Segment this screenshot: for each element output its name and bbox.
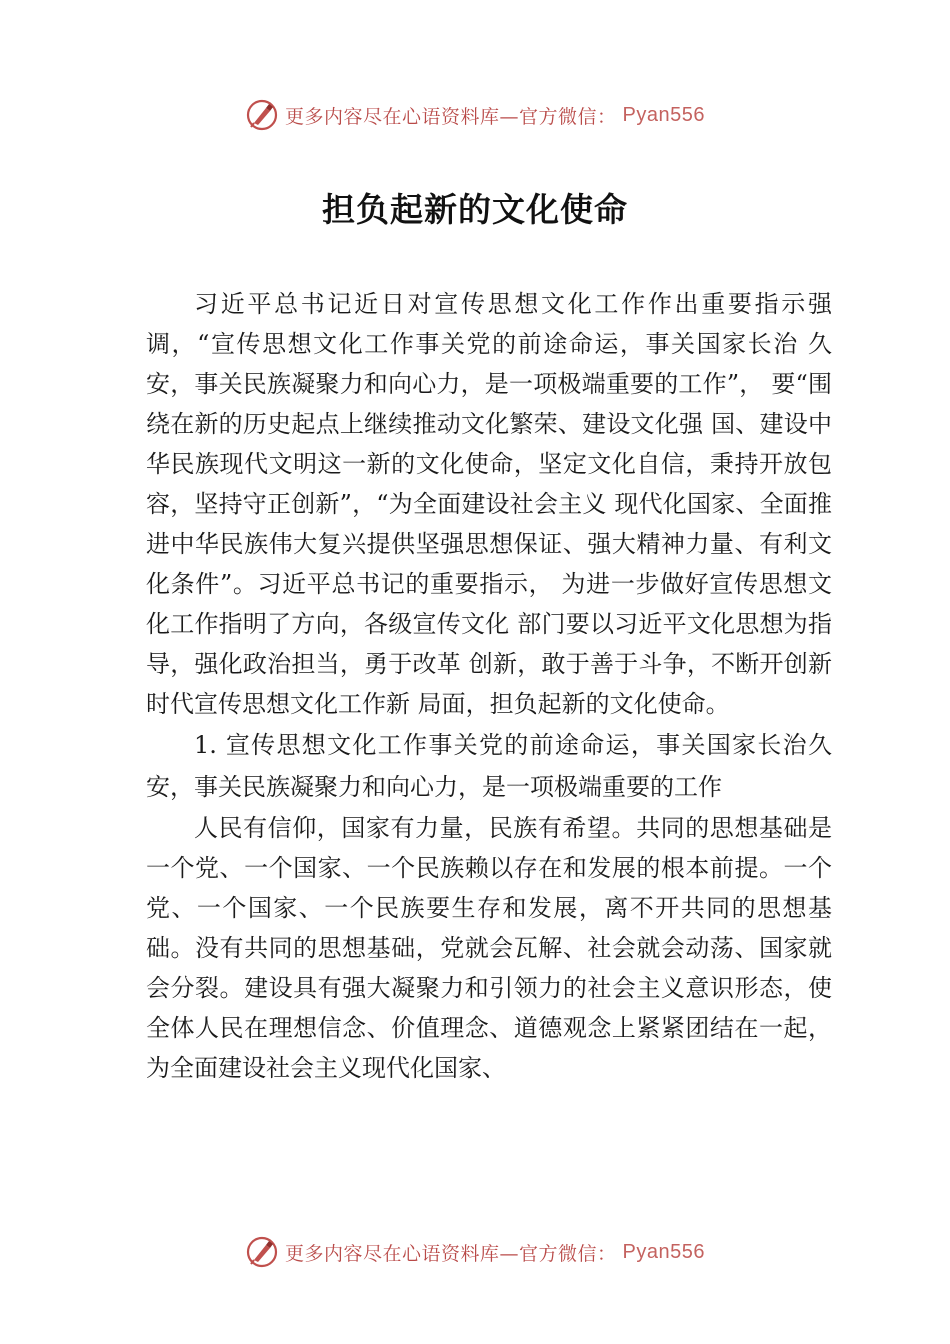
watermark-wechat-id: Pyan556 [622, 103, 705, 126]
watermark-text: 更多内容尽在心语资料库—官方微信： [285, 1242, 617, 1265]
pen-nib-logo-icon [245, 1235, 279, 1269]
footer-watermark [0, 1230, 950, 1274]
watermark-text: 更多内容尽在心语资料库—官方微信： [285, 105, 617, 128]
section-heading-1: 1. 宣传思想文化工作事关党的前途命运，事关国家长治久安，事关民族凝聚力和向心力，是一项极端重要的工作 [146, 731, 832, 801]
watermark-wechat-id: Pyan556 [622, 1240, 705, 1263]
document-title: 担负起新的文化使命 [322, 190, 628, 229]
paragraph-section-1: 人民有信仰，国家有力量，民族有希望。共同的思想基础是一个党、一个国家、一个民族赖以存在和发展的根本前提。一个党、一个国家、一个民族要生存和发展，离不开共同的思想基础。没有共同的思想基础，党就会瓦解、社会就会动荡、国家就会分裂。建设具有强大凝聚力和引领力的社会主义意识形态，使全体人民在理想信念、价值理念、道德观念上紧紧团结在一起，为全面建设社会主义现代化国家、 [146, 814, 832, 1082]
pen-nib-logo-icon [245, 98, 279, 132]
paragraph-intro: 习近平总书记近日对宣传思想文化工作作出重要指示强调，“宣传思想文化工作事关党的前途命运，事关国家长治 久安，事关民族凝聚力和向心力，是一项极端重要的工作”， 要“围绕在新的历史起点上继续推动文化繁荣、建设文化强 国、建设中华民族现代文明这一新的文化使命，坚定文化自信，秉持开放包容，坚持守正创新”，“为全面建设社会主义 现代化国家、全面推进中华民族伟大复兴提供坚强思想保证、强大精神力量、有利文化条件”。习近平总书记的重要指示， 为进一步做好宣传思想文化工作指明了方向，各级宣传文化 部门要以习近平文化思想为指导，强化政治担当，勇于改革 创新，敢于善于斗争，不断开创新时代宣传思想文化工作新 局面，担负起新的文化使命。 [146, 290, 832, 718]
document-body [146, 284, 832, 1088]
header-watermark [0, 93, 950, 137]
